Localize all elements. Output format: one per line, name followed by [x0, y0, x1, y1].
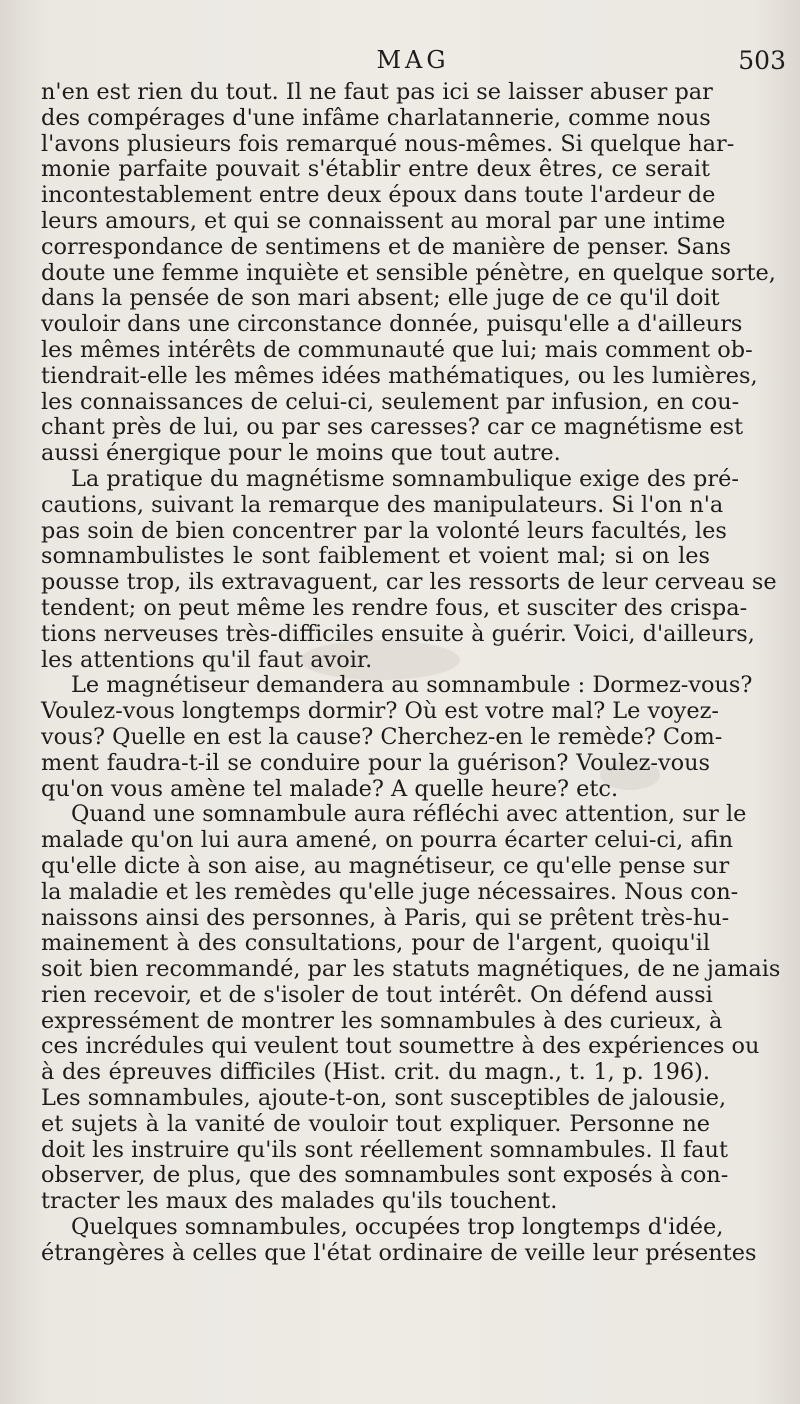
text-line: Le magnétiseur demandera au somnambule : Dormez-vous?: [71, 672, 753, 699]
running-head: MAG: [376, 46, 450, 74]
text-line: incontestablement entre deux époux dans toute l'ardeur de: [41, 182, 716, 209]
text-line: Quelques somnambules, occupées trop longtemps d'idée,: [71, 1214, 724, 1241]
text-line: dans la pensée de son mari absent; elle juge de ce qu'il doit: [41, 285, 720, 312]
text-line: malade qu'on lui aura amené, on pourra écarter celui-ci, afin: [41, 827, 734, 854]
body-text: [41, 79, 781, 1267]
text-line: les connaissances de celui-ci, seulement par infusion, en cou-: [41, 388, 740, 415]
text-line: mainement à des consultations, pour de l'argent, quoiqu'il: [41, 930, 710, 957]
text-line: doit les instruire qu'ils sont réellement somnambules. Il faut: [41, 1136, 728, 1163]
text-line: leurs amours, et qui se connaissent au moral par une intime: [41, 207, 726, 234]
text-line: l'avons plusieurs fois remarqué nous-mêmes. Si quelque har-: [41, 130, 735, 157]
text-line: expressément de montrer les somnambules à des curieux, à: [41, 1007, 723, 1034]
text-line: à des épreuves difficiles (Hist. crit. du magn., t. 1, p. 196).: [41, 1059, 710, 1086]
text-line: aussi énergique pour le moins que tout autre.: [41, 440, 561, 467]
text-line: correspondance de sentimens et de manière de penser. Sans: [41, 233, 732, 260]
text-line: rien recevoir, et de s'isoler de tout intérêt. On défend aussi: [41, 981, 713, 1008]
text-line: vous? Quelle en est la cause? Cherchez-en le remède? Com-: [41, 723, 723, 750]
text-line: pousse trop, ils extravaguent, car les ressorts de leur cerveau se: [41, 569, 777, 596]
text-line: qu'elle dicte à son aise, au magnétiseur, ce qu'elle pense sur: [41, 852, 730, 879]
page-number: 503: [738, 46, 786, 75]
paragraph: [41, 79, 776, 467]
paragraph: [41, 465, 777, 673]
text-line: Les somnambules, ajoute-t-on, sont susceptibles de jalousie,: [41, 1085, 727, 1112]
text-line: tiendrait-elle les mêmes idées mathématiques, ou les lumières,: [41, 362, 758, 389]
text-line: la maladie et les remèdes qu'elle juge nécessaires. Nous con-: [41, 878, 739, 905]
page-header: [40, 46, 786, 76]
text-line: La pratique du magnétisme somnambulique exige des pré-: [71, 465, 739, 492]
text-line: tracter les maux des malades qu'ils touchent.: [41, 1188, 558, 1215]
text-line: observer, de plus, que des somnambules sont exposés à con-: [41, 1162, 729, 1189]
paragraph: [41, 672, 753, 802]
text-line: monie parfaite pouvait s'établir entre deux êtres, ce serait: [41, 156, 710, 183]
text-line: les attentions qu'il faut avoir.: [41, 646, 373, 673]
text-line: soit bien recommandé, par les statuts magnétiques, de ne jamais: [41, 956, 781, 983]
text-line: Quand une somnambule aura réfléchi avec attention, sur le: [71, 801, 747, 828]
text-line: vouloir dans une circonstance donnée, puisqu'elle a d'ailleurs: [41, 311, 743, 338]
text-line: tendent; on peut même les rendre fous, et susciter des crispa-: [41, 594, 748, 621]
text-line: étrangères à celles que l'état ordinaire de veille leur présentes: [41, 1239, 757, 1266]
text-line: des compérages d'une infâme charlatannerie, comme nous: [41, 104, 711, 131]
text-line: cautions, suivant la remarque des manipulateurs. Si l'on n'a: [41, 491, 724, 518]
text-line: n'en est rien du tout. Il ne faut pas ici se laisser abuser par: [41, 79, 713, 105]
text-line: naissons ainsi des personnes, à Paris, qui se prêtent très-hu-: [41, 904, 730, 931]
text-line: les mêmes intérêts de communauté que lui; mais comment ob-: [41, 336, 753, 363]
text-line: chant près de lui, ou par ses caresses? car ce magnétisme est: [41, 414, 744, 441]
text-line: ces incrédules qui veulent tout soumettre à des expériences ou: [41, 1033, 760, 1060]
paragraph: [41, 1214, 757, 1267]
text-line: ment faudra-t-il se conduire pour la guérison? Voulez-vous: [41, 749, 710, 776]
text-line: et sujets à la vanité de vouloir tout expliquer. Personne ne: [41, 1110, 710, 1137]
paragraph: [41, 801, 781, 1215]
text-line: tions nerveuses très-difficiles ensuite à guérir. Voici, d'ailleurs,: [41, 620, 755, 647]
text-line: doute une femme inquiète et sensible pénètre, en quelque sorte,: [41, 259, 776, 286]
text-line: qu'on vous amène tel malade? A quelle heure? etc.: [41, 775, 619, 802]
text-line: somnambulistes le sont faiblement et voient mal; si on les: [41, 543, 710, 570]
text-line: pas soin de bien concentrer par la volonté leurs facultés, les: [41, 517, 727, 544]
text-line: Voulez-vous longtemps dormir? Où est votre mal? Le voyez-: [41, 698, 719, 725]
